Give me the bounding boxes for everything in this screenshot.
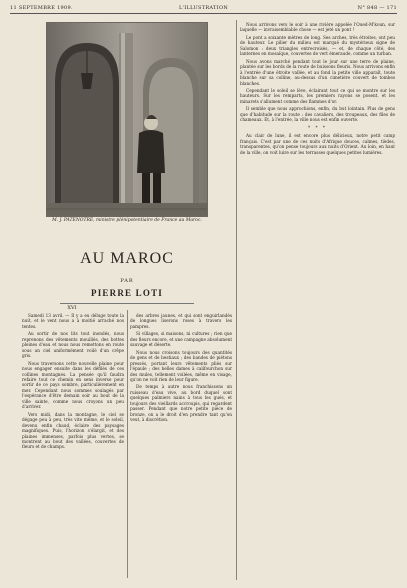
paragraph: Nous avons marché pendant tout le jour sur une terre de plaine, plantée sur les bords de la route de buissons fleuris. Nous arrivons enfin à l'entrée d'une étroite vallée, et au fond la petite ville apparaît, toute blanche sur sa colline, au-dessus d'un cimetière couvert de tombes blanches. — [240, 58, 395, 86]
header-date: 11 SEPTEMBRE 1909. — [10, 5, 73, 11]
article-author: PIERRE LOTI — [91, 288, 163, 298]
paragraph: Si villages, si maisons, ni cultures ; rien que des fleurs encore, et une campagne absolument sauvage et déserte. — [130, 331, 232, 348]
paragraph: Au sortir de nos lits tout inondés, nous reprenons des vêtements mouillés, des bottes pleines d'eau et nous nous remettons en route sous un ciel uniformément voilé d'un crêpe gris. — [22, 331, 124, 359]
paragraph: Le pont a soixante mètres de long. Ses arches, très étroites, ont peu de hauteur. Le pilier du milieu est marqué du mystérieux signe de Salomon : deux triangles entrecroisés, — et, de chaque côté, des lanternes en mosaïque, couvertes de vert émeraude, comme un turban. — [240, 34, 395, 57]
paragraph: Nous traversons cette nouvelle plaine pour nous engager ensuite dans les défilés de ces collines montagnes. La pensée qu'il faudra refaire tout ce chemin en sens inverse pour sortir de ce pays sombre, particulièrement en mer. Cependant nous sommes soulagés par l'espérance d'être demain soir au bout de la ville sainte, comme nous croyons un peu d'arriver. — [22, 360, 124, 410]
paragraph: Il semble que nous approchions, enfin, du but lointain. Plus de gens que d'habitude sur la route : des cavaliers, des troupeaux, des files de chameaux. Et, à l'entrée, la ville nous est enfin ouverte. — [240, 106, 395, 123]
photo-caption: M. J. PATENOTRE, ministre plénipotentiaire de France au Maroc. — [52, 218, 202, 223]
paragraph: des arbres jaunes, et qui sont enguirlandés de longues liserons roses à travers les pampres. — [130, 313, 232, 329]
column-separator — [236, 20, 237, 580]
paragraph: Nous arrivons vers le soir à une rivière appelée l'Oued-M'koun, sur laquelle — invraisemblable chose — est jeté un pont ! — [240, 22, 395, 33]
header-publication: L'ILLUSTRATION — [178, 5, 229, 11]
title-rule — [60, 303, 194, 304]
paragraph: Vers midi, dans la montagne, le ciel se dégage peu à peu, très vite même, et le soleil, devenu enfin chaud, éclaire des paysages magnifiques. Puis, l'horizon s'élargit, et des plaines immenses, parfois plus vertes, se montrent au bout des vallées, couvertes de fleurs et de champs. — [22, 411, 124, 450]
paragraph: Cependant le soleil se lève, éclairant tout ce qui se montre sur les hauteurs. Sur les remparts, les premiers rayons se posent, et les minarets s'allument comme des flammes d'or. — [240, 87, 395, 104]
paragraph: Au clair de lune, il est encore plus délicieux, notre petit camp français. C'est par une de ces nuits d'Afrique douces, calmes, tièdes, transparentes, qu'on pense toujours aux nuits d'Orient. Au loin, en haut de la ville, on voit luire sur les terrasses quelques petites lumières. — [240, 133, 395, 155]
section-number: XVI — [67, 305, 77, 311]
column-separator — [127, 310, 128, 578]
paragraph: De temps à autre nous franchissons un ruisseau d'eau vive, au bord duquel sont quelques palmiers nains à tous les gués, et toujours des vieillards accroupis, qui regardent passer. Pendant que notre petite pièce de bronze, on a le droit d'en prendre tant qu'on veut, à discrétion. — [130, 384, 232, 423]
article-title: AU MAROC — [80, 250, 174, 267]
paragraph: Samedi 13 avril. — Il y a eu déluge toute la nuit, et le vent nous a à moitié arraché nos tentes. — [22, 313, 124, 329]
paragraph: Nous nous croisons toujours des quantités de gens et de bestiaux ; des bandes de piétons pressés, portant leurs vêtements pliés sur l'épaule ; des belles dames à califourchon sur des mules, tellement voilées, même en visage, qu'on ne voit rien de leur figure. — [130, 349, 232, 382]
text-column-c — [240, 22, 395, 579]
text-column-b — [130, 313, 232, 579]
text-column-a — [22, 313, 124, 579]
section-break: * * * — [308, 124, 327, 130]
header-issue-page: N° 848 — 171 — [357, 5, 397, 11]
header-rule — [10, 13, 397, 14]
article-byline: PAR — [120, 278, 134, 284]
portrait-photo — [46, 22, 208, 217]
